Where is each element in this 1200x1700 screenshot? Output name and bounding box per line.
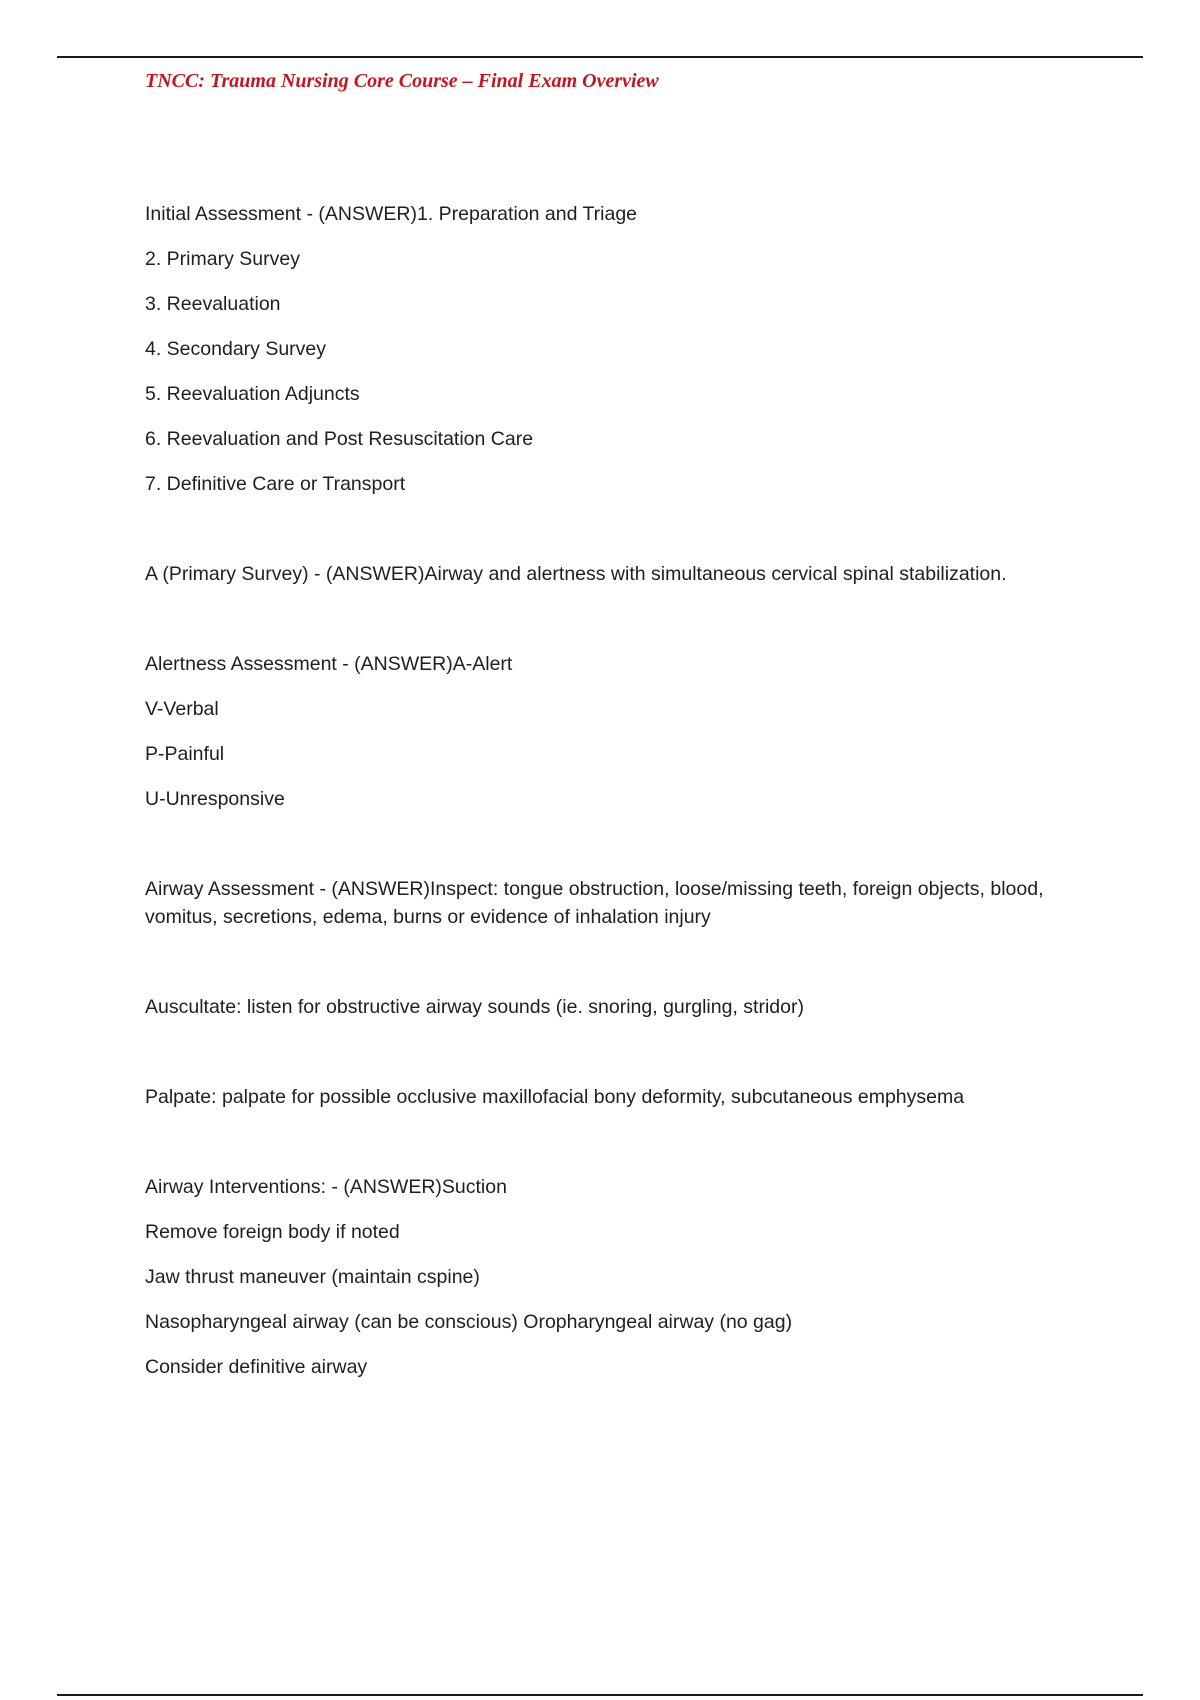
- airway-interventions-line: Jaw thrust maneuver (maintain cspine): [145, 1266, 480, 1288]
- initial-assessment-line: 4. Secondary Survey: [145, 338, 327, 360]
- footer-rule: [57, 1694, 1143, 1696]
- section-gap: [145, 830, 1105, 875]
- document-title: TNCC: Trauma Nursing Core Course – Final Exam Overview: [145, 70, 659, 92]
- alertness-line: Alertness Assessment - (ANSWER)A-Alert: [145, 653, 513, 675]
- section-gap: [145, 1128, 1105, 1173]
- initial-assessment-line: 6. Reevaluation and Post Resuscitation Care: [145, 428, 534, 450]
- document-body: [145, 200, 1105, 1398]
- initial-assessment-line: Initial Assessment - (ANSWER)1. Preparation and Triage: [145, 203, 638, 225]
- section-gap: [145, 948, 1105, 993]
- header-rule: [57, 56, 1143, 58]
- initial-assessment-line: 2. Primary Survey: [145, 248, 300, 270]
- airway-interventions-line: Remove foreign body if noted: [145, 1221, 400, 1243]
- section-gap: [145, 515, 1105, 560]
- initial-assessment-line: 3. Reevaluation: [145, 293, 281, 315]
- section-gap: [145, 1038, 1105, 1083]
- palpate-line: Palpate: palpate for possible occlusive maxillofacial bony deformity, subcutaneous emphysema: [145, 1086, 965, 1108]
- section-gap: [145, 605, 1105, 650]
- auscultate-line: Auscultate: listen for obstructive airway sounds (ie. snoring, gurgling, stridor): [145, 996, 804, 1018]
- airway-interventions-line: Nasopharyngeal airway (can be conscious) Oropharyngeal airway (no gag): [145, 1311, 793, 1333]
- airway-interventions-line: Airway Interventions: - (ANSWER)Suction: [145, 1176, 507, 1198]
- alertness-line: V-Verbal: [145, 698, 219, 720]
- airway-assessment-paragraph: Airway Assessment - (ANSWER)Inspect: tongue obstruction, loose/missing teeth, foreign objects, blood, vomitus, secretions, edema, burns or evidence of inhalation injury: [145, 878, 1044, 928]
- initial-assessment-line: 5. Reevaluation Adjuncts: [145, 383, 360, 405]
- alertness-line: U-Unresponsive: [145, 788, 285, 810]
- initial-assessment-line: 7. Definitive Care or Transport: [145, 473, 406, 495]
- primary-survey-a-line: A (Primary Survey) - (ANSWER)Airway and alertness with simultaneous cervical spinal stabilization.: [145, 563, 1007, 585]
- airway-interventions-line: Consider definitive airway: [145, 1356, 368, 1378]
- alertness-line: P-Painful: [145, 743, 225, 765]
